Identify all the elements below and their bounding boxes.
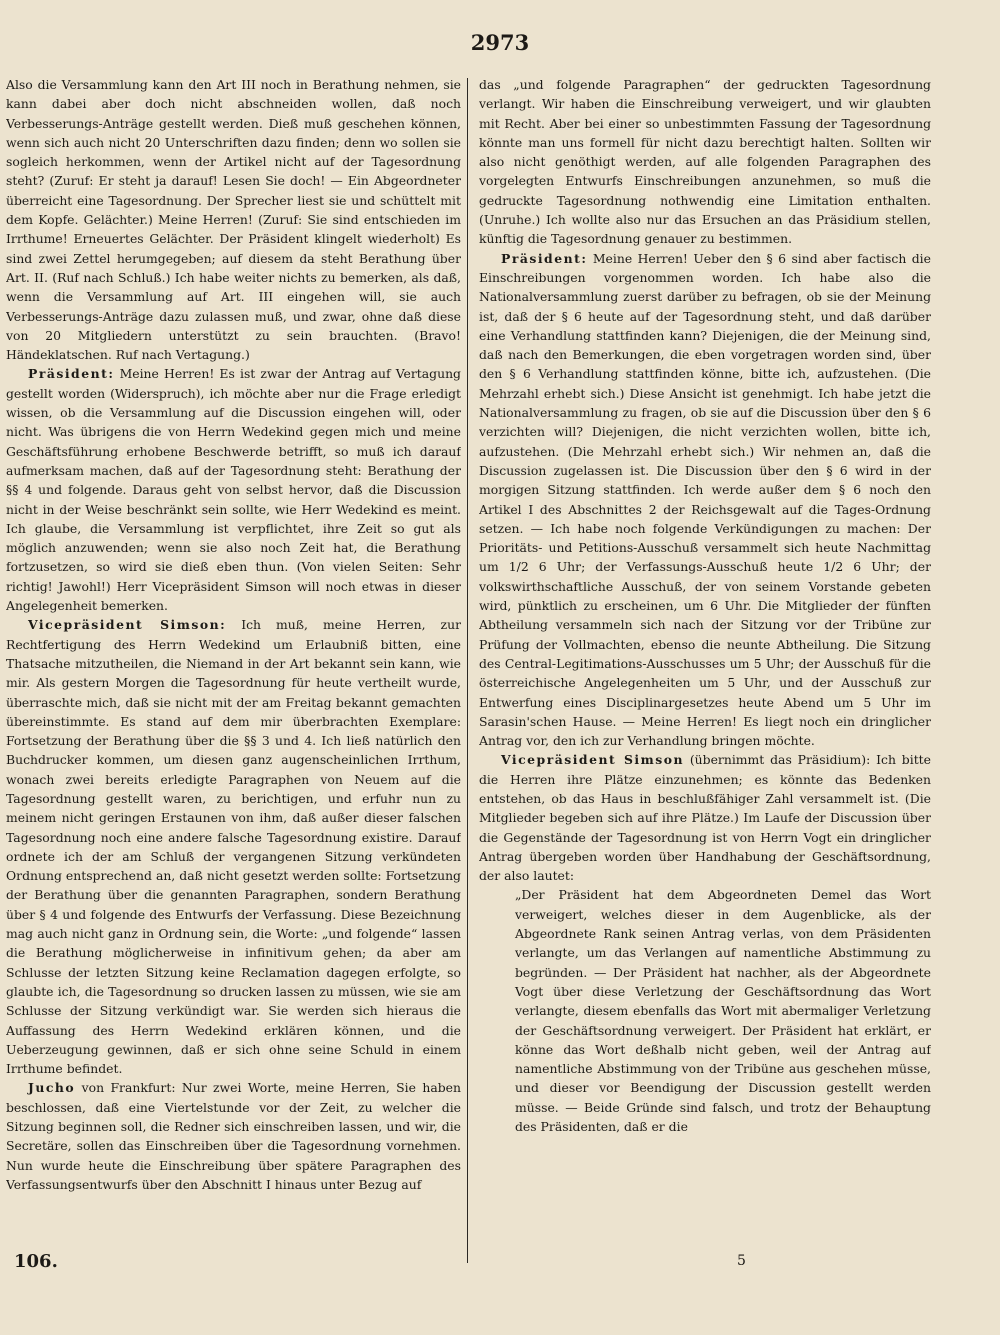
right-column	[479, 75, 931, 1255]
quote-text: „Der Präsident hat dem Abgeordneten Demel das Wort verweigert, welches dieser in dem Augenblicke, als der Abgeordnete Rank seinen Antrag verlas, von dem Präsidenten verlangte, um das Verlangen auf namentliche Abstimmung zu begründen. — Der Präsident hat nachher, als der Abgeordnete Vogt über diese Verletzung der Geschäftsordnung das Wort verlangte, diesem ebenfalls das Wort mit abermaliger Verletzung der Geschäftsordnung verweigert. Der Präsident hat erklärt, er könne das Wort deßhalb nicht geben, weil der Antrag auf namentliche Abstimmung von der Tribüne aus geschehen müsse, und dieser vor Beendigung der Discussion gestellt werden müsse. — Beide Gründe sind falsch, und trotz der Behauptung des Präsidenten, daß er die	[515, 887, 931, 1135]
speaker-name: Präsident:	[501, 250, 588, 266]
speech-text: Meine Herren! Ueber den § 6 sind aber factisch die Einschreibungen vorgenommen worden. Ich habe also die Nationalversammlung zuerst darüber zu befragen, ob sie der Meinung ist, daß der § 6 heute auf der Tagesordnung steht, und daß darüber eine Verhandlung stattfinden kann? Diejenigen, die der Meinung sind, daß nach den Bemerkungen, die eben vorgetragen worden sind, über den § 6 Verhandlung stattfinden könne, bitte ich, aufzustehen. (Die Mehrzahl erhebt sich.) Diese Ansicht ist genehmigt. Ich habe jetzt die Nationalversammlung zu fragen, ob sie auf die Discussion über den § 6 verzichten will? Diejenigen, die nicht verzichten wollen, bitte ich, aufzustehen. (Die Mehrzahl erhebt sich.) Wir nehmen an, daß die Discussion zugelassen ist. Die Discussion über den § 6 wird in der morgigen Sitzung stattfinden. Ich werde außer dem § 6 noch den Artikel I des Abschnittes 2 der Reichsgewalt auf die Tages-Ordnung setzen. — Ich habe noch folgende Verkündigungen zu machen: Der Prioritäts- und Petitions-Ausschuß versammelt sich heute Nachmittag um 1/2 6 Uhr; der Verfassungs-Ausschuß heute 1/2 6 Uhr; der volkswirthschaftliche Ausschuß, der von seinem Vorstande gebeten wird, pünktlich zu erscheinen, um 6 Uhr. Die Mitglieder der fünften Abtheilung versammeln sich nach der Sitzung vor der Tribüne zur Prüfung der Vollmachten, ebenso die neunte Abtheilung. Die Sitzung des Central-Legitimations-Ausschusses um 5 Uhr; der Ausschuß für die österreichische Angelegenheiten um 5 Uhr, und der Ausschuß zur Entwerfung eines Disciplinargesetzes heute Abend um 5 Uhr im Sarasin'schen Hause. — Meine Herren! Es liegt noch ein dringlicher Antrag vor, den ich zur Verhandlung bringen möchte.	[479, 250, 931, 749]
speaker-name: Präsident:	[28, 366, 115, 382]
speaker-name: Jucho	[28, 1080, 76, 1096]
speech-text: Ich muß, meine Herren, zur Rechtfertigung des Herrn Wedekind um Erlaubniß bitten, eine Thatsache mitzutheilen, die Niemand in der Art bekannt sein kann, wie mir. Als gestern Morgen die Tagesordnung für heute vertheilt wurde, überraschte mich, daß sie nicht mit der am Freitag bekannt gemachten übereinstimmte. Es stand auf dem mir überbrachten Exemplare: Fortsetzung der Berathung über die §§ 3 und 4. Ich ließ natürlich den Buchdrucker kommen, um diesen ganz augenscheinlichen Irrthum, wonach zwei bereits erledigte Paragraphen von Neuem auf die Tagesordnung gestellt waren, zu berichtigen, und erfuhr nun zu meinem nicht geringen Erstaunen von ihm, daß außer dieser falschen Tagesordnung noch eine andere falsche Tagesordnung existire. Darauf ordnete ich der am Schluß der vergangenen Sitzung verkündeten Ordnung entsprechend an, daß nicht gesetzt werden sollte: Fortsetzung der Berathung über die genannten Paragraphen, sondern Berathung über § 4 und folgende des Entwurfs der Verfassung. Diese Bezeichnung mag auch nicht ganz in Ordnung sein, die Worte: „und folgende“ lassen die Berathung möglicherweise in infinitivum gehen; da aber am Schlusse der letzten Sitzung keine Reclamation dagegen erfolgte, so glaubte ich, die Tagesordnung so drucken lassen zu müssen, wie sie am Schlusse der Sitzung verkündigt war. Sie werden sich hieraus die Auffassung des Herrn Wedekind erklären können, und die Ueberzeugung gewinnen, daß er sich ohne seine Schuld in einem Irrthume befindet.	[6, 617, 461, 1077]
page-number: 2973	[470, 30, 530, 55]
quoted-motion	[479, 885, 931, 1136]
paragraph	[6, 75, 461, 364]
speech-paragraph	[6, 615, 461, 1078]
speech-paragraph	[6, 364, 461, 615]
speech-text: (übernimmt das Präsidium): Ich bitte die Herren ihre Plätze einzunehmen; es könnte das Bedenken entstehen, ob das Haus in beschlußfähiger Zahl versammelt ist. (Die Mitglieder begeben sich auf ihre Plätze.) Im Laufe der Discussion über die Gegenstände der Tagesordnung ist von Herrn Vogt ein dringlicher Antrag übergeben worden über Handhabung der Geschäftsordnung, der also lautet:	[479, 752, 931, 884]
paragraph	[479, 75, 931, 249]
speaker-name: Vicepräsident Simson:	[28, 617, 227, 633]
sheet-mark: 106.	[14, 1251, 58, 1272]
speech-text: Meine Herren! Es ist zwar der Antrag auf Vertagung gestellt worden (Widerspruch), ich möchte aber nur die Frage erledigt wissen, ob die Versammlung auf die Discussion eingehen will, oder nicht. Was übrigens die von Herrn Wedekind gegen mich und meine Geschäftsführung erhobene Beschwerde betrifft, so muß ich darauf aufmerksam machen, daß auf der Tagesordnung steht: Berathung der §§ 4 und folgende. Daraus geht von selbst hervor, daß die Discussion nicht in der Weise beschränkt sein sollte, wie Herr Wedekind es meint. Ich glaube, die Versammlung ist verpflichtet, ihre Zeit so gut als möglich anzuwenden; wenn sie also noch Zeit hat, die Berathung fortzusetzen, so wird sie dieß eben thun. (Von vielen Seiten: Sehr richtig! Jawohl!) Herr Vicepräsident Simson will noch etwas in dieser Angelegenheit bemerken.	[6, 366, 461, 614]
signature-mark: 5	[737, 1253, 746, 1269]
speaker-name: Vicepräsident Simson	[501, 752, 684, 768]
paragraph-text: das „und folgende Paragraphen“ der gedruckten Tagesordnung verlangt. Wir haben die Einschreibung verweigert, und wir glaubten mit Recht. Aber bei einer so unbestimmten Fassung der Tagesordnung könnte man uns formell für nicht dazu berechtigt halten. Sollten wir also nicht genöthigt werden, auf alle folgenden Paragraphen des vorgelegten Entwurfs Einschreibungen anzunehmen, so muß die gedruckte Tagesordnung nothwendig eine Limitation enthalten. (Unruhe.) Ich wollte also nur das Ersuchen an das Präsidium stellen, künftig die Tagesordnung genauer zu bestimmen.	[479, 77, 931, 247]
speech-text: von Frankfurt: Nur zwei Worte, meine Herren, Sie haben beschlossen, daß eine Viertelstunde vor der Zeit, zu welcher die Sitzung beginnen soll, die Redner sich einschreiben lassen, und wir, die Secretäre, sollen das Einschreiben über die Tagesordnung vornehmen. Nun wurde heute die Einschreibung über spätere Paragraphen des Verfassungsentwurfs über den Abschnitt I hinaus unter Bezug auf	[6, 1080, 461, 1192]
speech-paragraph	[479, 750, 931, 885]
left-column	[6, 75, 461, 1255]
paragraph-text: Also die Versammlung kann den Art III noch in Berathung nehmen, sie kann dabei aber doch nicht abschneiden wollen, daß noch Verbesserungs-Anträge gestellt werden. Dieß muß geschehen können, wenn sich auch nicht 20 Unterschriften dazu finden; denn wo sollen sie sogleich herkommen, wenn der Artikel nicht auf der Tagesordnung steht? (Zuruf: Er steht ja darauf! Lesen Sie doch! — Ein Abgeordneter überreicht eine Tagesordnung. Der Sprecher liest sie und schüttelt mit dem Kopfe. Gelächter.) Meine Herren! (Zuruf: Sie sind entschieden im Irrthume! Erneuertes Gelächter. Der Präsident klingelt wiederholt) Es sind zwei Zettel herumgegeben; auf diesem da steht Berathung über Art. II. (Ruf nach Schluß.) Ich habe weiter nichts zu bemerken, als daß, wenn die Versammlung auf Art. III eingehen will, sie auch Verbesserungs-Anträge dazu zulassen muß, und zwar, ohne daß diese von 20 Mitgliedern unterstützt zu sein brauchten. (Bravo! Händeklatschen. Ruf nach Vertagung.)	[6, 77, 461, 363]
speech-paragraph	[479, 249, 931, 751]
speech-paragraph	[6, 1078, 461, 1194]
column-divider	[467, 78, 468, 1263]
